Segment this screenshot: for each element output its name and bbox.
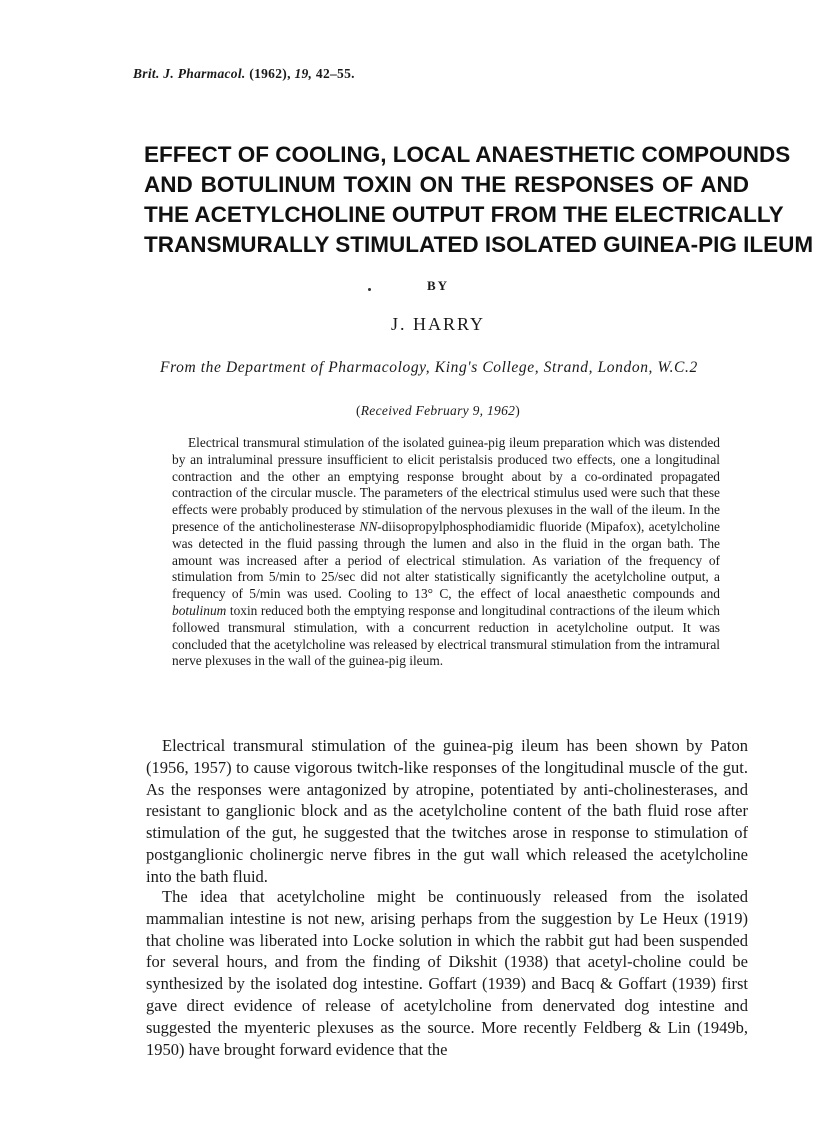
abstract-part-1: Electrical transmural stimulation of the isolated guinea-pig ileum preparation which was distended by an intraluminal pressure insufficient to elicit peristalsis produced two effects, one a longitudinal contraction and the other an emptying response brought about by a co-ordinated propagated contraction of the circular muscle. The parameters of the electrical stimulus used were such that these effects were probably produced by stimulation of the nervous plexuses in the wall of the ileum. In the presence of the anticholinesterase [172, 435, 720, 534]
received-open: ( [355, 403, 361, 418]
title-line-3: THE ACETYLCHOLINE OUTPUT FROM THE ELECTRICALLY [144, 202, 784, 227]
article-title [144, 140, 814, 260]
received-close: ) [515, 403, 521, 418]
received-label: Received February 9, 1962 [360, 403, 516, 418]
journal-pages: 42–55. [315, 66, 355, 81]
title-line-4: TRANSMURALLY STIMULATED ISOLATED GUINEA-PIG ILEUM [144, 232, 814, 257]
abstract-part-2: -diisopropylphosphodiamidic fluoride (Mipafox), acetylcholine was detected in the fluid passing through the lumen and also in the fluid in the organ bath. The amount was increased after a period of electrical stimulation. As variation of the frequency of stimulation from 5/min to 25/sec did not alter statistically significantly the acetylcholine output, a frequency of 5/min was used. Cooling to 13° C, the effect of local anaesthetic compounds and [172, 518, 720, 602]
journal-volume: 19, [294, 66, 313, 81]
abstract-italic-nn: NN [359, 518, 378, 534]
journal-year: (1962), [249, 66, 291, 81]
abstract-italic-botulinum: botulinum [172, 602, 227, 618]
abstract-part-3: toxin reduced both the emptying response and longitudinal contractions of the ileum which followed transmural stimulation, with a concurrent reduction in acetylcholine output. It was concluded that the acetylcholine was released by electrical transmural stimulation from the intramural nerve plexuses in the wall of the guinea-pig ileum. [172, 602, 720, 669]
title-line-1: EFFECT OF COOLING, LOCAL ANAESTHETIC COMPOUNDS [144, 142, 791, 167]
affiliation: From the Department of Pharmacology, King's College, Strand, London, W.C.2 [160, 359, 698, 376]
journal-citation [133, 66, 355, 82]
abstract [172, 435, 720, 670]
byline-by: BY [426, 278, 450, 293]
received-date [0, 403, 816, 419]
print-speck [368, 288, 371, 291]
journal-name: Brit. J. Pharmacol. [133, 66, 246, 81]
body-paragraph-1: Electrical transmural stimulation of the guinea-pig ileum has been shown by Paton (1956, 1957) to cause vigorous twitch-like responses of the longitudinal muscle of the gut. As the responses were antagonized by atropine, potentiated by anti-cholinesterases, and resistant to ganglionic block and as the acetylcholine content of the bath fluid rose after stimulation of the gut, he suggested that the twitches arose in response to stimulation of postganglionic cholinergic nerve fibres in the gut wall which released the acetylcholine into the bath fluid. [146, 736, 748, 886]
title-line-2: AND BOTULINUM TOXIN ON THE RESPONSES OF AND [144, 172, 749, 197]
body-paragraph-2: The idea that acetylcholine might be continuously released from the isolated mammalian intestine is not new, arising perhaps from the suggestion by Le Heux (1919) that choline was liberated into Locke solution in which the rabbit gut had been suspended for several hours, and from the finding of Dikshit (1938) that acetyl-choline could be synthesized by the isolated dog intestine. Goffart (1939) and Bacq & Goffart (1939) first gave direct evidence of release of acetylcholine from denervated dog intestine and suggested the myenteric plexuses as the source. More recently Feldberg & Lin (1949b, 1950) have brought forward evidence that the [146, 887, 748, 1059]
author-name: J. HARRY [390, 314, 486, 334]
